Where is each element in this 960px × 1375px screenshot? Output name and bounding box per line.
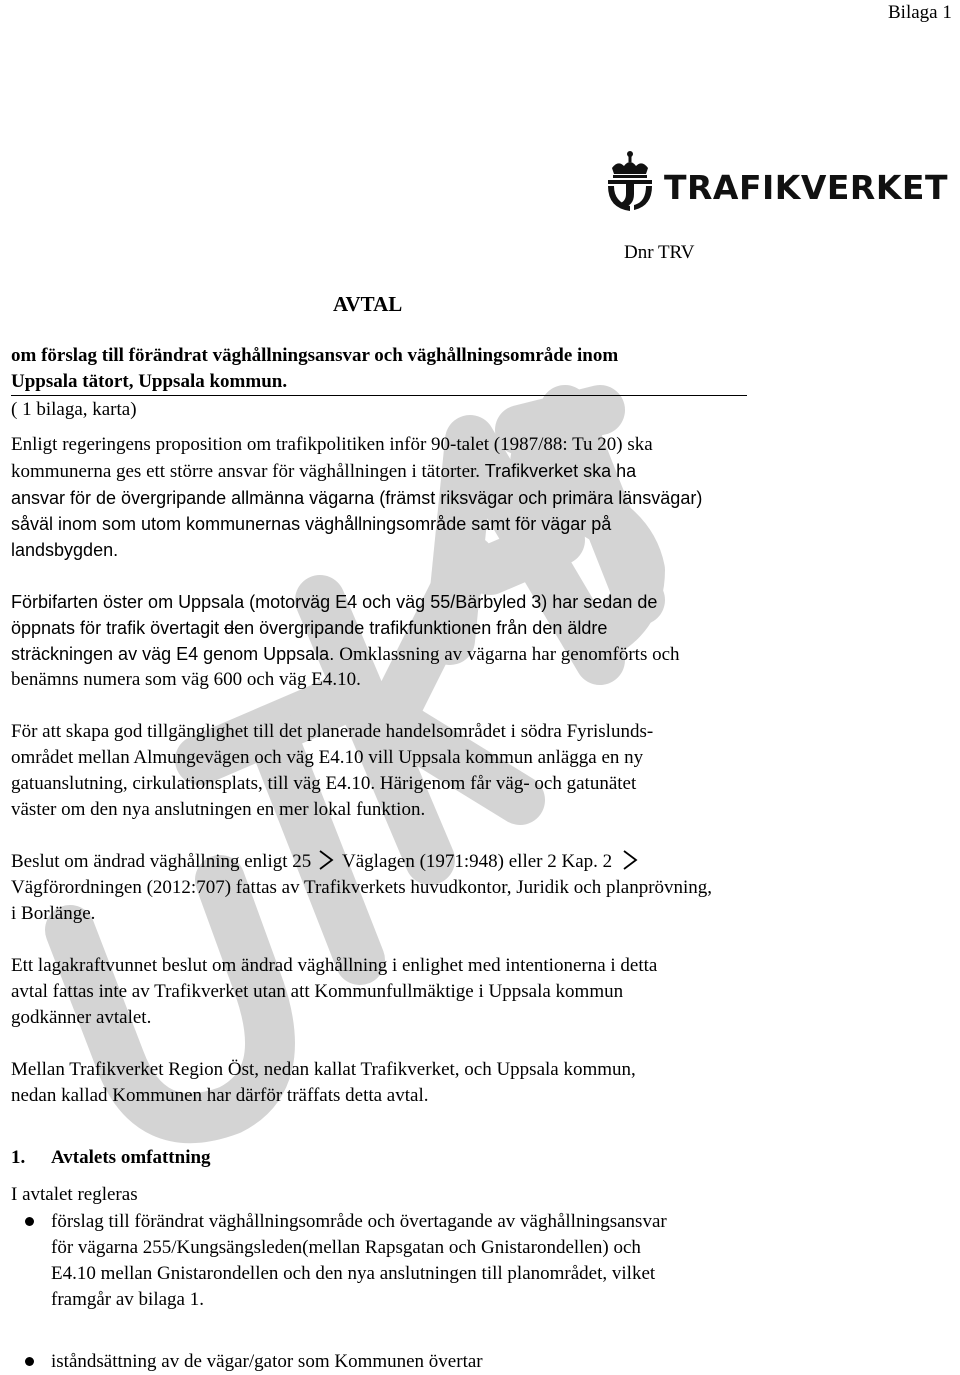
bullet-1-line-2: för vägarna 255/Kungsängsleden(mellan Rapsgatan och Gnistarondellen) och bbox=[51, 1237, 641, 1258]
paragraph-1-line-1: Enligt regeringens proposition om trafikpolitiken inför 90-talet (1987/88: Tu 20) ska bbox=[11, 434, 653, 455]
document-title: AVTAL bbox=[333, 292, 403, 316]
paragraph-1-line-4: såväl inom som utom kommunernas väghållningsområde samt för vägar på bbox=[11, 514, 612, 534]
paragraph-6-line-2: nedan kallad Kommunen har därför träffats detta avtal. bbox=[11, 1085, 429, 1106]
paragraph-2-line-3a: sträckningen av väg E4 genom Uppsala. bbox=[11, 644, 340, 664]
paragraph-1-line-3: ansvar för de övergripande allmänna vägarna (främst riksvägar och primära länsvägar) bbox=[11, 488, 703, 508]
attachment-label: Bilaga 1 bbox=[888, 2, 952, 23]
paragraph-3-line-4: väster om den nya anslutningen en mer lokal funktion. bbox=[11, 799, 426, 820]
attachment-note: ( 1 bilaga, karta) bbox=[11, 399, 137, 420]
section-1-heading: Avtalets omfattning bbox=[51, 1147, 211, 1168]
paragraph-2-line-1: Förbifarten öster om Uppsala (motorväg E4 och väg 55/Bärbyled 3) har sedan de bbox=[11, 592, 658, 612]
paragraph-4-line-1b: Väglagen (1971:948) eller 2 Kap. 2 bbox=[342, 851, 613, 872]
paragraph-1-line-2b: Trafikverket ska ha bbox=[484, 461, 637, 481]
section-1-number: 1. bbox=[11, 1147, 26, 1168]
subtitle-line-2: Uppsala tätort, Uppsala kommun. bbox=[11, 371, 288, 392]
paragraph-2-line-4: benämns numera som väg 600 och väg E4.10. bbox=[11, 669, 361, 690]
bullet-point bbox=[25, 1357, 34, 1366]
subtitle-line-1: om förslag till förändrat väghållningsansvar och väghållningsområde inom bbox=[11, 345, 619, 366]
section-1-intro: I avtalet regleras bbox=[11, 1184, 138, 1205]
paragraph-2-line-2 bbox=[11, 615, 607, 641]
paragraph-4-line-1 bbox=[11, 849, 638, 875]
logo-wordmark: TRAFIKVERKET bbox=[664, 168, 948, 207]
paragraph-2-line-3 bbox=[11, 641, 680, 668]
bullet-1-line-3: E4.10 mellan Gnistarondellen och den nya anslutningen till planområdet, vilket bbox=[51, 1263, 656, 1284]
paragraph-4-line-3: i Borlänge. bbox=[11, 903, 96, 924]
struck-letter: d bbox=[224, 618, 235, 638]
document-number: Dnr TRV bbox=[624, 242, 695, 263]
paragraph-1-line-5: landsbygden. bbox=[11, 540, 119, 560]
crown-emblem-icon bbox=[604, 150, 656, 212]
section-sign-icon bbox=[318, 849, 334, 871]
trafikverket-logo bbox=[604, 150, 948, 212]
bullet-1-line-1: förslag till förändrat väghållningsområde och övertagande av väghållningsansvar bbox=[51, 1211, 667, 1232]
section-sign-icon bbox=[622, 849, 638, 871]
bullet-point bbox=[25, 1217, 34, 1226]
paragraph-1-line-2 bbox=[11, 458, 636, 485]
paragraph-3-line-3: gatuanslutning, cirkulationsplats, till väg E4.10. Härigenom får väg- och gatunätet bbox=[11, 773, 637, 794]
paragraph-2-line-3b: Omklassning av vägarna har genomförts och bbox=[339, 644, 680, 665]
bullet-1-line-4: framgår av bilaga 1. bbox=[51, 1289, 204, 1310]
paragraph-5-line-1: Ett lagakraftvunnet beslut om ändrad väghållning i enlighet med intentionerna i detta bbox=[11, 955, 658, 976]
paragraph-4-line-1a: Beslut om ändrad väghållning enligt 25 bbox=[11, 851, 317, 872]
paragraph-1-line-2a: kommunerna ges ett större ansvar för väghållningen i tätorter. bbox=[11, 461, 485, 482]
paragraph-3-line-1: För att skapa god tillgänglighet till det planerade handelsområdet i södra Fyrislunds- bbox=[11, 721, 654, 742]
subtitle-underline bbox=[11, 395, 747, 396]
paragraph-6-line-1: Mellan Trafikverket Region Öst, nedan kallat Trafikverket, och Uppsala kommun, bbox=[11, 1059, 636, 1080]
paragraph-4-line-2: Vägförordningen (2012:707) fattas av Trafikverkets huvudkontor, Juridik och planprövning, bbox=[11, 877, 713, 898]
paragraph-3-line-2: området mellan Almungevägen och väg E4.10 vill Uppsala kommun anlägga en ny bbox=[11, 747, 644, 768]
paragraph-2-line-2a: öppnats för trafik övertagit bbox=[11, 618, 225, 638]
paragraph-5-line-3: godkänner avtalet. bbox=[11, 1007, 152, 1028]
paragraph-5-line-2: avtal fattas inte av Trafikverket utan att Kommunfullmäktige i Uppsala kommun bbox=[11, 981, 624, 1002]
paragraph-2-line-2c: en övergripande trafikfunktionen från den äldre bbox=[234, 618, 608, 638]
bullet-2-line-1: iståndsättning av de vägar/gator som Kommunen övertar bbox=[51, 1351, 483, 1372]
